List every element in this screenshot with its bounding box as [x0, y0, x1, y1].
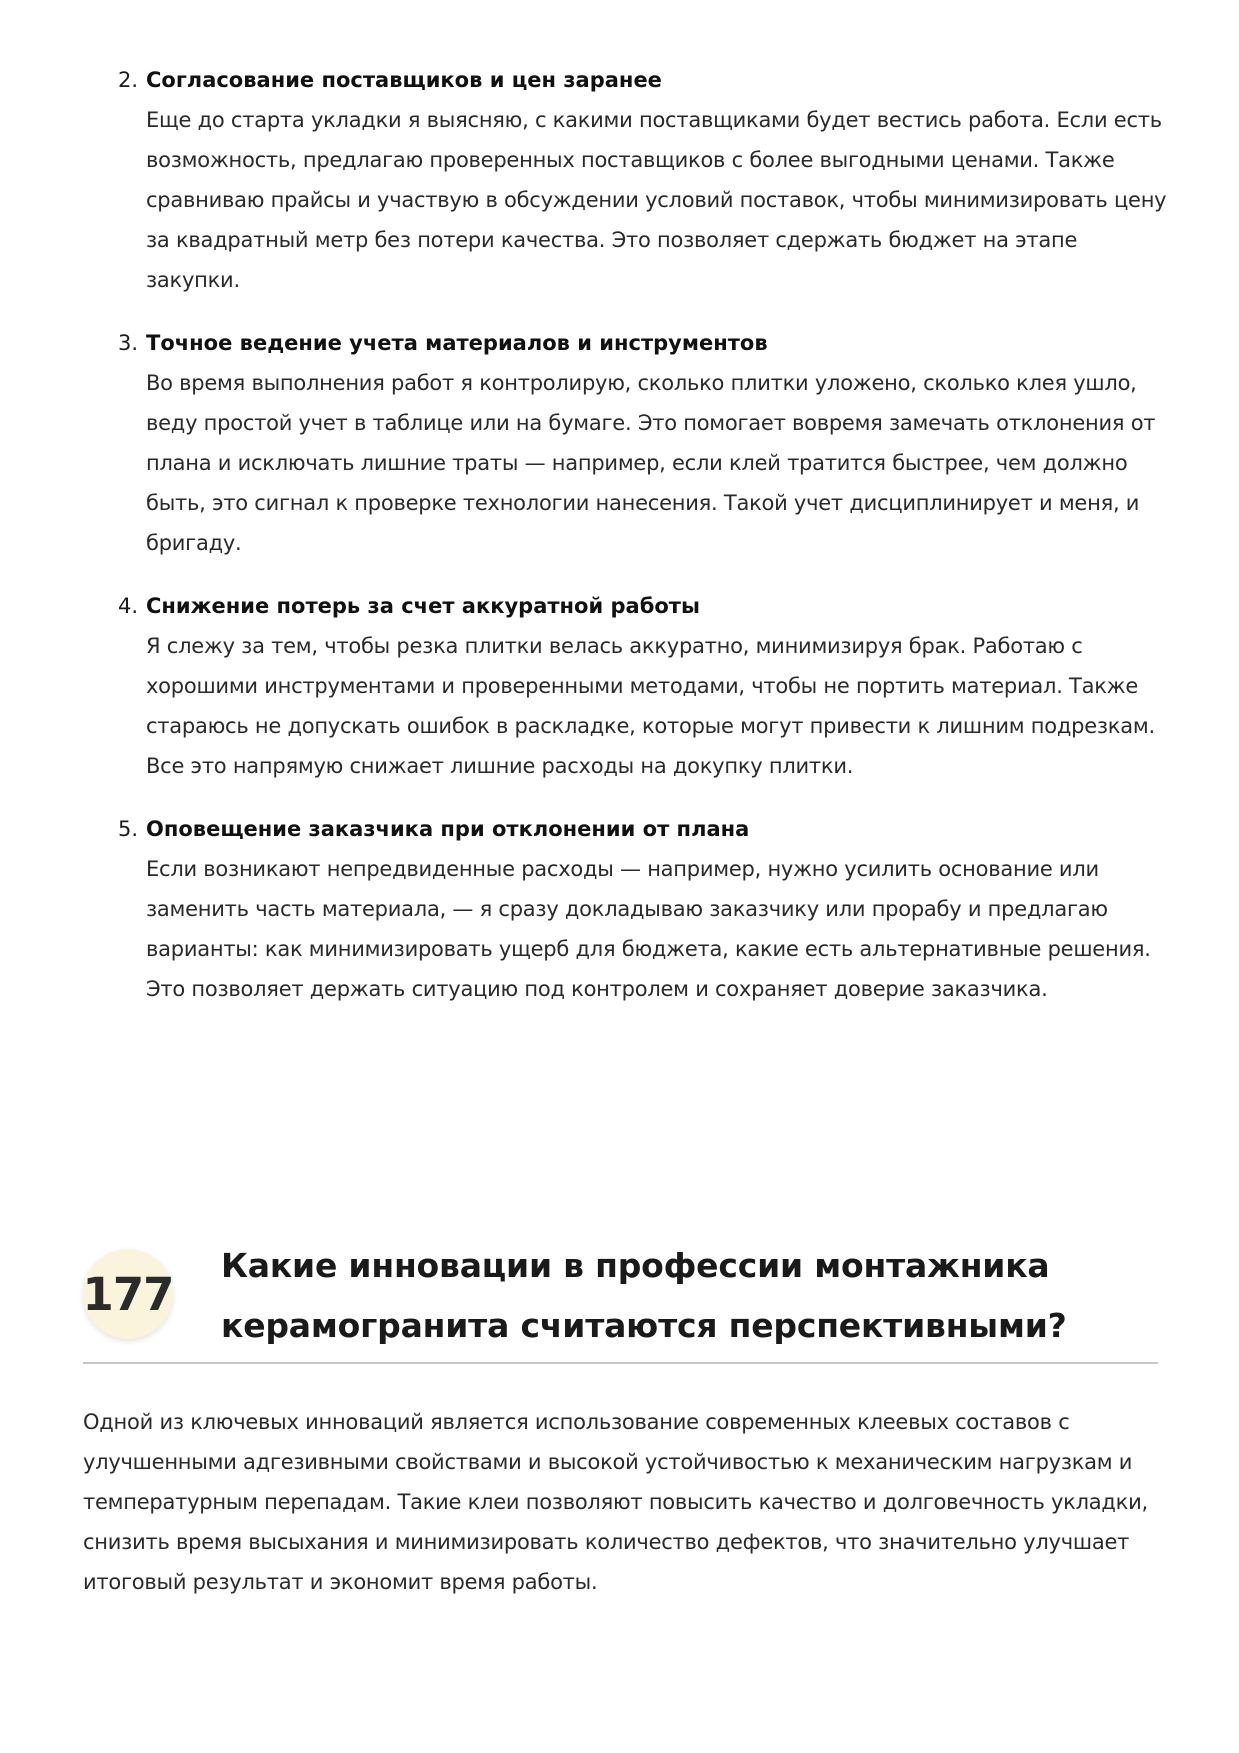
- list-item-text: Если возникают непредвиденные расходы — например, нужно усилить основание или заменить часть материала, — я сразу докладываю заказчику или прорабу и предлагаю варианты: как минимизировать ущерб для бюджета, какие есть альтернативные решения. Это позволяет держать ситуацию под контролем и сохраняет доверие заказчика.: [146, 857, 1151, 1001]
- list-item-number: 2.: [118, 68, 139, 92]
- question-title: Какие инновации в профессии монтажника керамогранита считаются перспективными?: [221, 1246, 1067, 1345]
- list-item-number: 5.: [118, 817, 139, 841]
- list-item-number: 4.: [118, 594, 139, 618]
- list-item-title: Точное ведение учета материалов и инструментов: [146, 331, 768, 355]
- numbered-list: [118, 60, 1168, 1032]
- list-item: [118, 60, 1168, 300]
- list-item-number: 3.: [118, 331, 139, 355]
- list-item-title: Снижение потерь за счет аккуратной работы: [146, 594, 700, 618]
- list-item-text: Еще до старта укладки я выясняю, с какими поставщиками будет вестись работа. Если есть возможность, предлагаю проверенных поставщиков с более выгодными ценами. Также сравниваю прайсы и участвую в обсуждении условий поставок, чтобы минимизировать цену за квадратный метр без потери качества. Это позволяет сдержать бюджет на этапе закупки.: [146, 108, 1167, 292]
- question-number-badge: 177: [83, 1249, 173, 1339]
- list-item: [118, 809, 1168, 1009]
- list-item-title: Согласование поставщиков и цен заранее: [146, 68, 662, 92]
- question-header: [83, 1225, 1158, 1364]
- list-item-text: Во время выполнения работ я контролирую, сколько плитки уложено, сколько клея ушло, веду простой учет в таблице или на бумаге. Это помогает вовремя замечать отклонения от плана и исключать лишние траты — например, если клей тратится быстрее, чем должно быть, это сигнал к проверке технологии нанесения. Такой учет дисциплинирует и меня, и бригаду.: [146, 371, 1156, 555]
- list-item: [118, 586, 1168, 786]
- list-item: [118, 323, 1168, 563]
- answer-paragraph: Одной из ключевых инноваций является использование современных клеевых составов с улучшенными адгезивными свойствами и высокой устойчивостью к механическим нагрузкам и температурным перепадам. Такие клеи позволяют повысить качество и долговечность укладки, снизить время высыхания и минимизировать количество дефектов, что значительно улучшает итоговый результат и экономит время работы.: [83, 1410, 1148, 1594]
- list-item-title: Оповещение заказчика при отклонении от плана: [146, 817, 750, 841]
- list-item-text: Я слежу за тем, чтобы резка плитки велась аккуратно, минимизируя брак. Работаю с хорошими инструментами и проверенными методами, чтобы не портить материал. Также стараюсь не допускать ошибок в раскладке, которые могут привести к лишним подрезкам. Все это напрямую снижает лишние расходы на докупку плитки.: [146, 634, 1155, 778]
